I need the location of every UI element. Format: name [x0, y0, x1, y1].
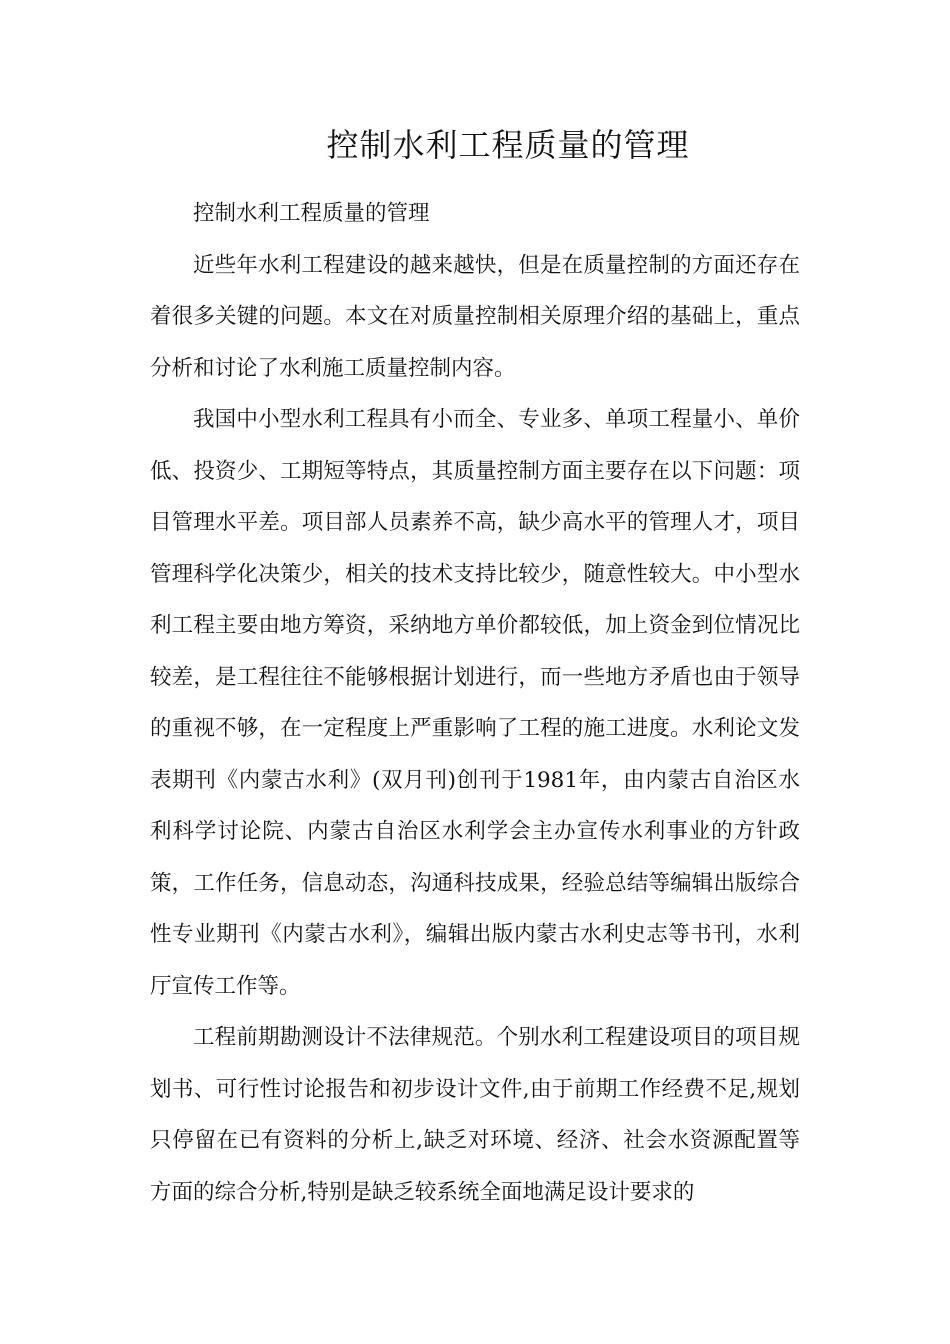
paragraph-subtitle: 控制水利工程质量的管理: [193, 201, 430, 226]
paragraph-survey-design: 工程前期勘测设计不法律规范。个别水利工程建设项目的项目规划书、可行性讨论报告和初步设计文件,由于前期工作经费不足,规划只停留在已有资料的分析上,缺乏对环境、经济、社会水资源配置等方面的综合分析,特别是缺乏较系统全面地满足设计要求的: [150, 1025, 800, 1205]
paragraph-problems: 我国中小型水利工程具有小而全、专业多、单项工程量小、单价低、投资少、工期短等特点，其质量控制方面主要存在以下问题：项目管理水平差。项目部人员素养不高，缺少高水平的管理人才，项目管理科学化决策少，相关的技术支持比较少，随意性较大。中小型水利工程主要由地方筹资，采纳地方单价都较低，加上资金到位情况比较差，是工程往往不能够根据计划进行，而一些地方矛盾也由于领导的重视不够，在一定程度上严重影响了工程的施工进度。水利论文发表期刊《内蒙古水利》(双月刊)创刊于1981年，由内蒙古自治区水利科学讨论院、内蒙古自治区水利学会主办宣传水利事业的方针政策，工作任务，信息动态，沟通科技成果，经验总结等编辑出版综合性专业期刊《内蒙古水利》，编辑出版内蒙古水利史志等书刊，水利厅宣传工作等。: [150, 407, 800, 999]
document-title: 控制水利工程质量的管理: [326, 126, 690, 164]
document-body: [150, 188, 800, 1218]
paragraph-abstract: 近些年水利工程建设的越来越快，但是在质量控制的方面还存在着很多关键的问题。本文在对质量控制相关原理介绍的基础上，重点分析和讨论了水利施工质量控制内容。: [150, 252, 800, 381]
